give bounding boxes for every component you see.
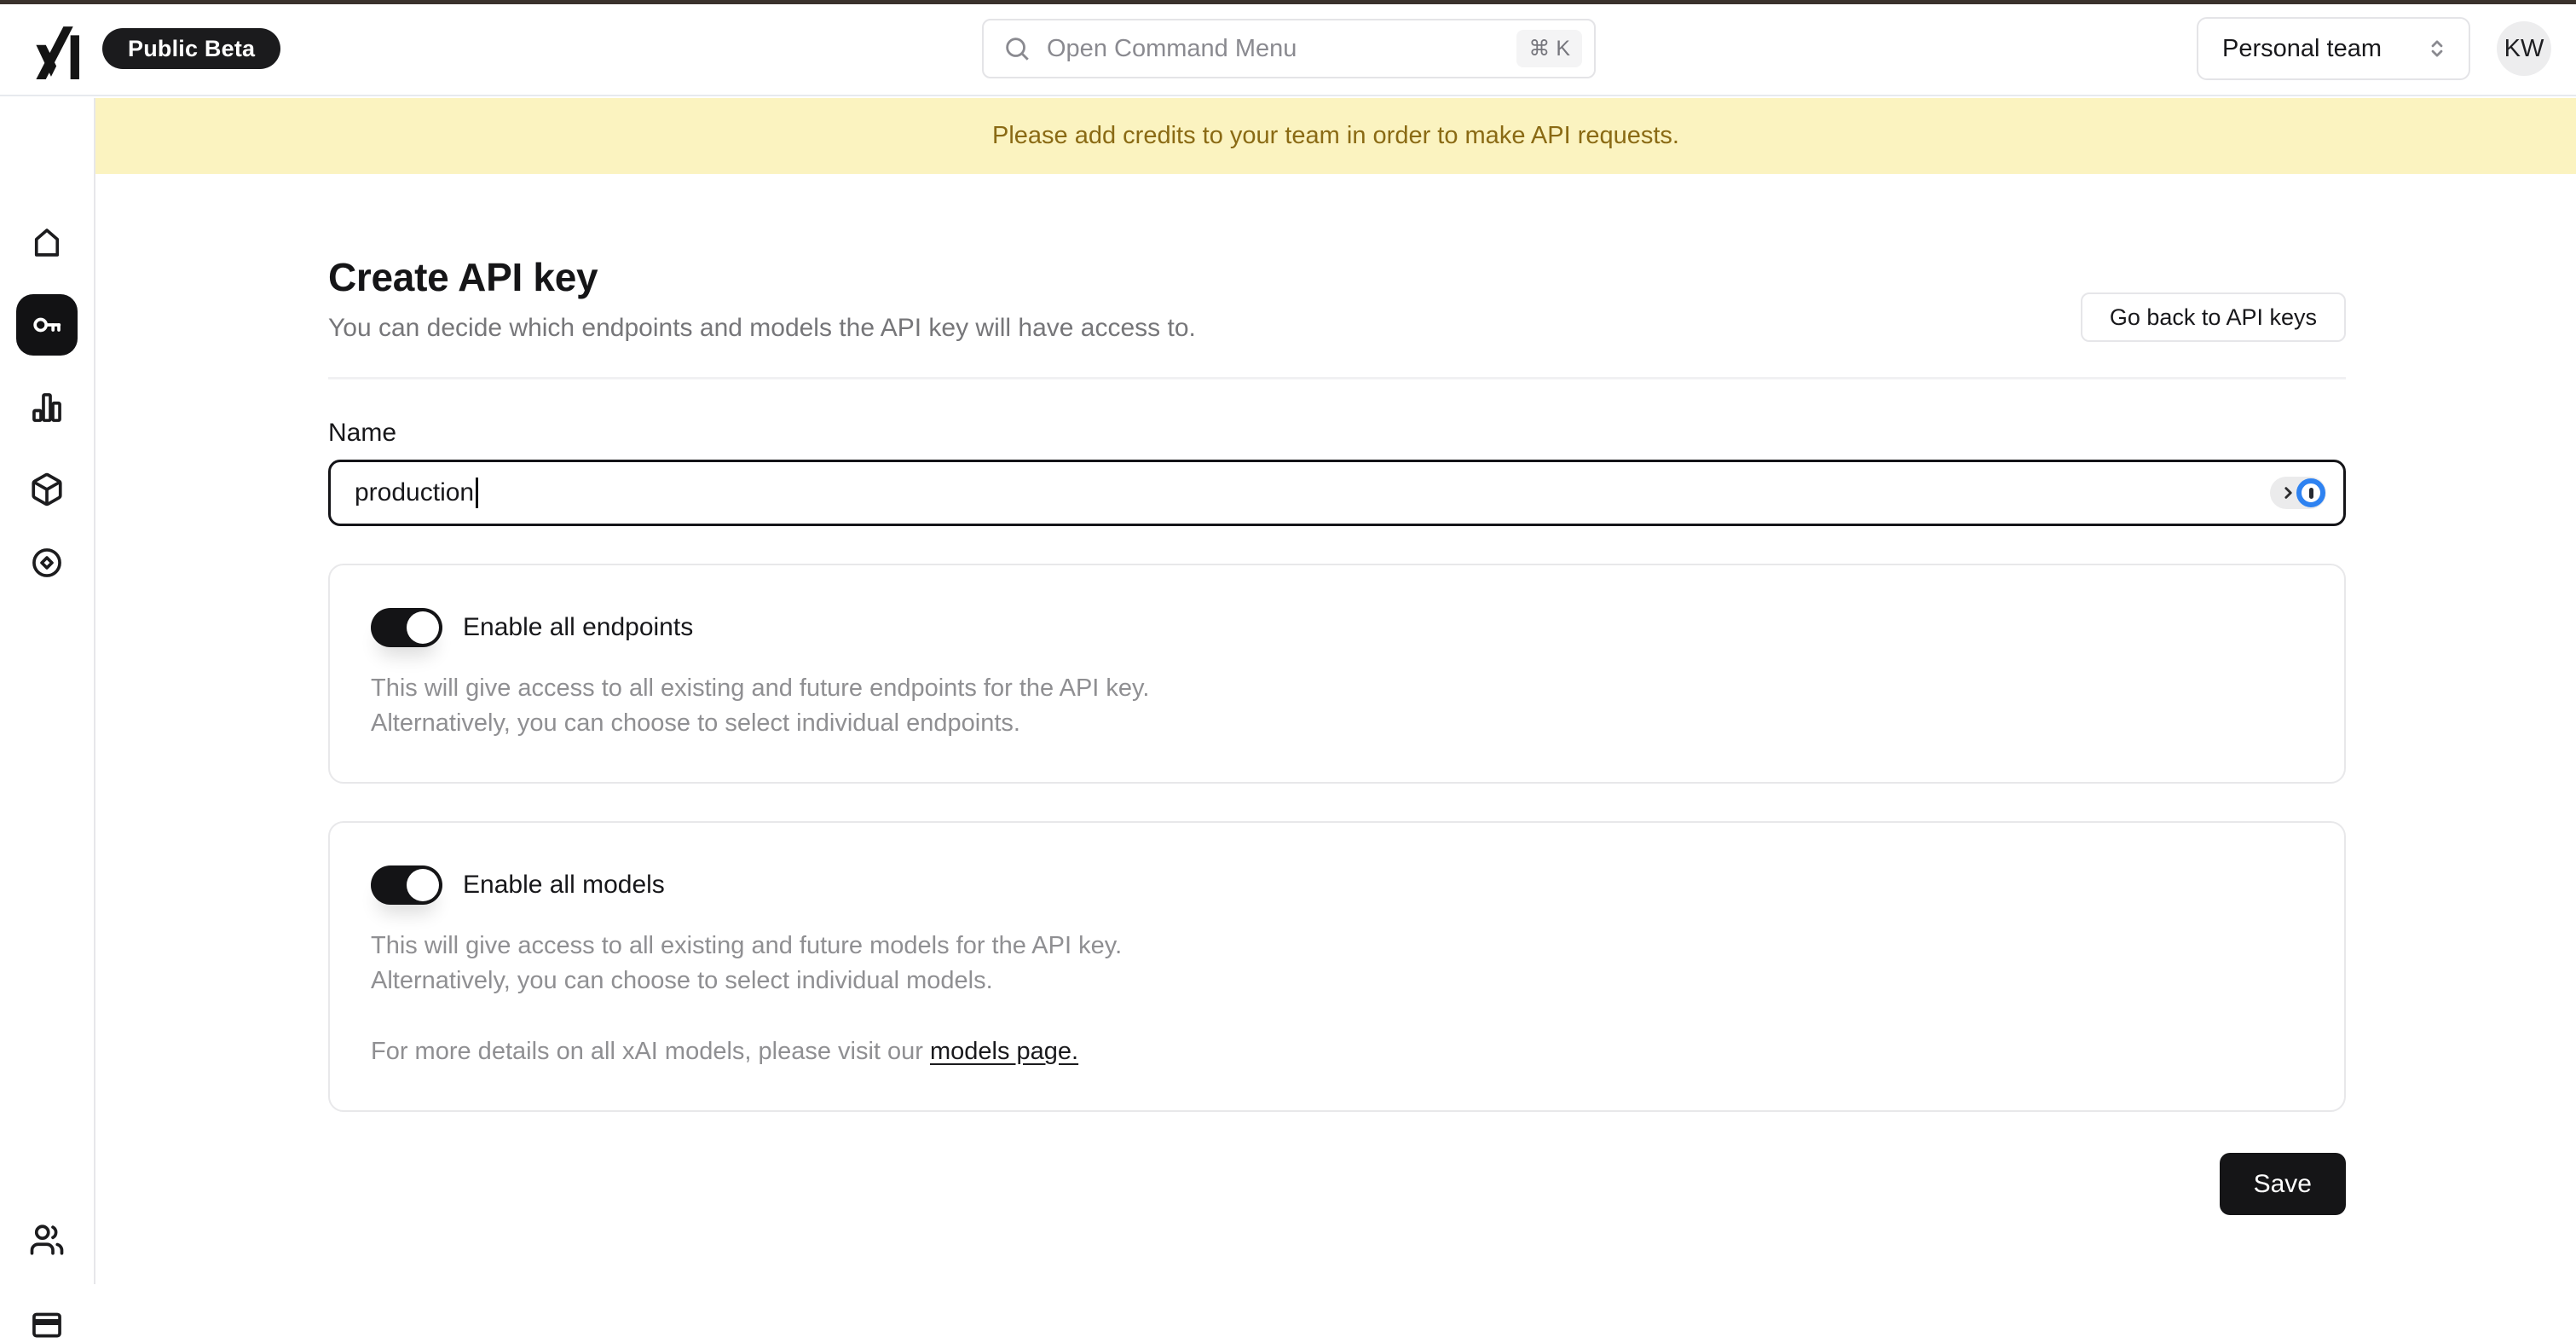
1password-icon[interactable] [2270,477,2326,509]
sidebar-item-usage[interactable] [0,390,94,425]
1password-ring [2296,478,2325,507]
user-avatar[interactable] [2497,21,2551,76]
save-button[interactable]: Save [2220,1153,2346,1215]
text-caret [476,478,478,508]
enable-all-endpoints-toggle[interactable] [371,608,442,647]
chevron-up-down-icon [2424,36,2450,61]
xai-logo[interactable] [26,25,80,79]
name-field-label: Name [328,419,397,447]
team-selector-label: Personal team [2222,34,2382,62]
toggle-knob [407,869,439,901]
sidebar-nav [0,98,95,1284]
home-icon [29,224,65,260]
shortcut-badge: ⌘ K [1516,30,1582,67]
models-footer [371,1034,2303,1069]
search-icon [1002,34,1031,63]
window-top-bar [0,0,2576,4]
users-icon [29,1222,65,1258]
sidebar-item-home[interactable] [0,224,94,260]
main-content [95,174,2576,1284]
endpoints-description-line1: This will give access to all existing and future endpoints for the API key. [371,674,1150,702]
page-subtitle: You can decide which endpoints and models the API key will have access to. [328,314,1196,342]
credit-card-icon [29,1307,65,1343]
credits-warning-banner [95,98,2576,174]
search-input[interactable] [1045,34,1516,64]
models-toggle-label: Enable all models [463,871,665,899]
bar-chart-icon [29,390,65,425]
models-description-line1: This will give access to all existing and future models for the API key. [371,932,1123,959]
go-back-button[interactable]: Go back to API keys [2081,292,2346,342]
toggle-knob [407,611,439,644]
sidebar-item-models[interactable] [0,472,94,507]
avatar-initials: KW [2504,34,2544,62]
banner-message: Please add credits to your team in order to make API requests. [992,122,1679,149]
models-card [328,821,2346,1112]
page-title: Create API key [328,255,598,299]
models-page-link[interactable]: models page. [930,1038,1079,1065]
team-selector[interactable] [2197,17,2470,80]
section-divider [328,377,2346,379]
public-beta-badge [102,28,280,69]
name-input-value: production [355,478,475,507]
enable-all-models-toggle[interactable] [371,865,442,905]
models-footer-text: For more details on all xAI models, please visit our [371,1038,930,1065]
endpoints-card [328,564,2346,784]
box-icon [29,472,65,507]
sidebar-item-explore[interactable] [0,545,94,581]
key-icon [30,308,64,342]
compass-icon [29,545,65,581]
endpoints-description-line2: Alternatively, you can choose to select individual endpoints. [371,709,1020,737]
app-header [0,4,2576,96]
endpoints-toggle-label: Enable all endpoints [463,613,694,641]
sidebar-item-billing[interactable] [0,1307,94,1343]
sidebar-item-api-keys[interactable] [0,294,94,356]
sidebar-active-tile [16,294,78,356]
command-menu-search[interactable] [982,19,1596,78]
name-input[interactable] [328,460,2346,526]
badge-label: Public Beta [128,35,256,61]
models-description-line2: Alternatively, you can choose to select individual models. [371,967,993,994]
sidebar-item-team[interactable] [0,1222,94,1258]
